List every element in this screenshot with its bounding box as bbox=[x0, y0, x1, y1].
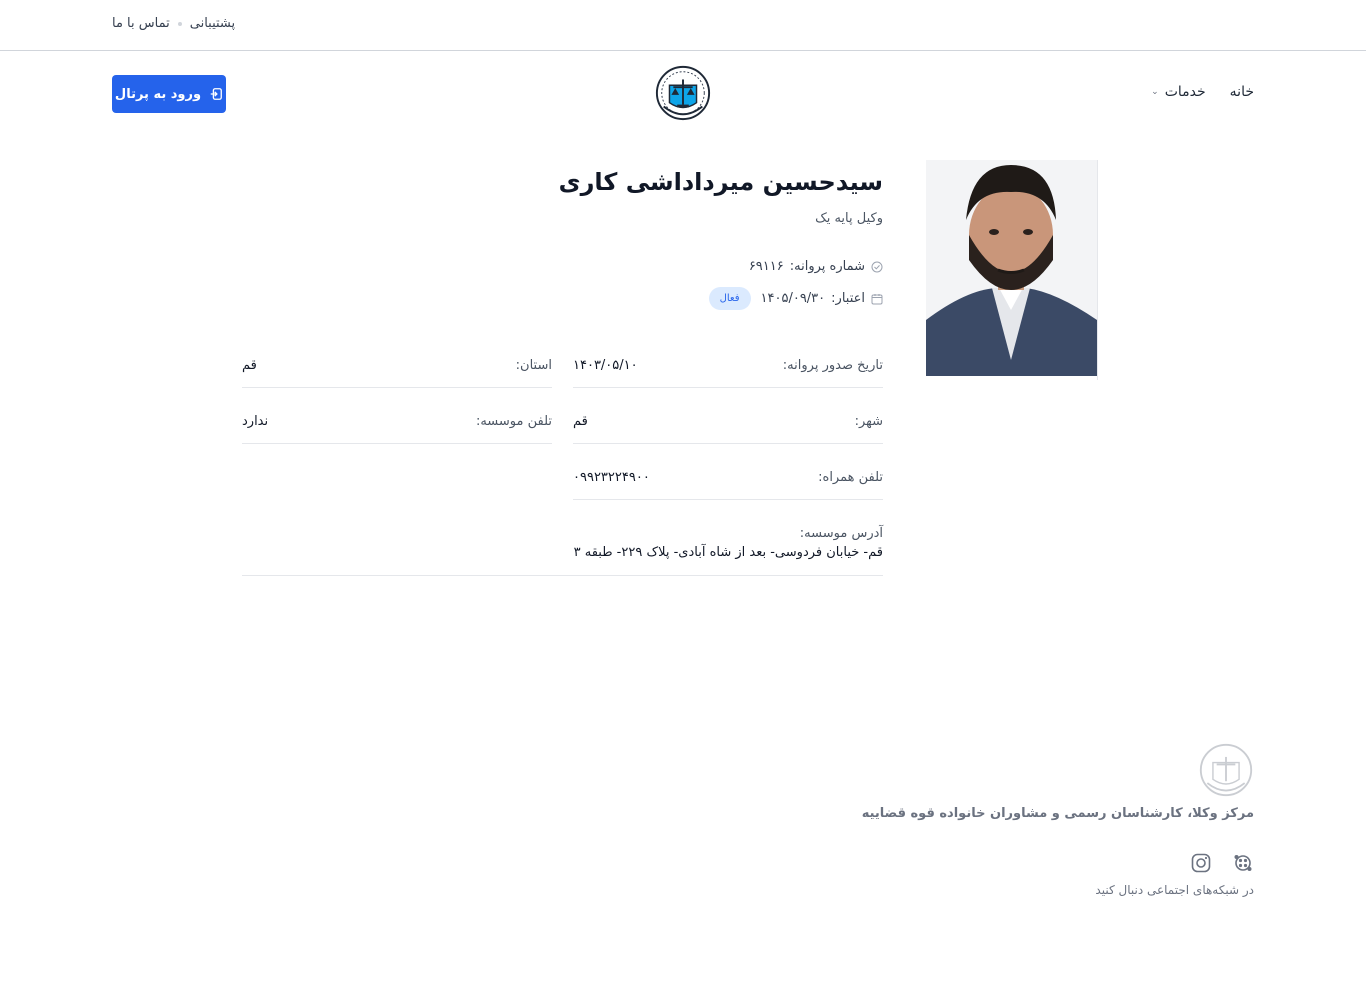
nav-item-home[interactable]: خانه bbox=[1229, 84, 1254, 100]
support-link[interactable]: پشتیبانی bbox=[189, 16, 236, 31]
contact-link[interactable]: تماس با ما bbox=[112, 16, 170, 31]
instagram-icon[interactable] bbox=[1190, 852, 1212, 874]
issue-date-label: تاریخ صدور پروانه: bbox=[782, 358, 883, 373]
lawyer-rank: وکیل پایه یک bbox=[815, 211, 883, 226]
address-field bbox=[242, 526, 883, 576]
main-nav bbox=[1151, 84, 1254, 100]
aparat-icon[interactable] bbox=[1232, 852, 1254, 874]
status-badge: فعال bbox=[709, 287, 751, 310]
footer-title: مرکز وکلا، کارشناسان رسمی و مشاوران خانواده قوه قضاییه bbox=[861, 806, 1254, 821]
city-label: شهر: bbox=[854, 414, 883, 429]
province-label: استان: bbox=[515, 358, 552, 373]
lawyer-name: سیدحسین میرداداشی کاری bbox=[558, 168, 883, 196]
validity-date: ۱۴۰۵/۰۹/۳۰ bbox=[760, 291, 826, 306]
calendar-icon bbox=[871, 293, 883, 305]
validity-row bbox=[709, 287, 883, 310]
judiciary-logo[interactable] bbox=[654, 64, 712, 122]
mobile-value[interactable]: ۰۹۹۲۳۲۲۴۹۰۰ bbox=[573, 470, 650, 485]
nav-item-services[interactable] bbox=[1151, 84, 1206, 100]
login-icon bbox=[209, 87, 223, 101]
top-bar bbox=[0, 0, 1366, 51]
portal-login-button[interactable] bbox=[112, 75, 226, 113]
nav-item-services-label: خدمات bbox=[1164, 84, 1206, 100]
issue-date-field bbox=[573, 348, 883, 388]
institute-phone-field bbox=[242, 404, 552, 444]
chevron-down-icon: ⌄ bbox=[1151, 87, 1159, 97]
address-value: قم- خیابان فردوسی- بعد از شاه آبادی- پلاک ۲۲۹- طبقه ۳ bbox=[573, 545, 883, 560]
city-field bbox=[573, 404, 883, 444]
link-separator bbox=[178, 22, 182, 26]
address-label: آدرس موسسه: bbox=[799, 526, 883, 541]
check-circle-icon bbox=[871, 261, 883, 273]
footer-logo bbox=[1198, 742, 1254, 798]
mobile-field bbox=[573, 460, 883, 500]
profile-photo bbox=[926, 160, 1097, 376]
institute-phone-value: ندارد bbox=[242, 414, 269, 429]
top-links bbox=[112, 16, 235, 31]
portal-login-label: ورود به پرتال bbox=[114, 86, 202, 102]
footer-follow-text: در شبکه‌های اجتماعی دنبال کنید bbox=[1095, 883, 1254, 897]
profile-photo-frame bbox=[926, 160, 1098, 380]
province-value: قم bbox=[242, 358, 257, 373]
social-links bbox=[1190, 852, 1254, 874]
city-value: قم bbox=[573, 414, 588, 429]
province-field bbox=[242, 348, 552, 388]
license-label: شماره پروانه: bbox=[789, 259, 865, 274]
license-number: ۶۹۱۱۶ bbox=[748, 259, 784, 274]
issue-date-value: ۱۴۰۳/۰۵/۱۰ bbox=[573, 358, 638, 373]
institute-phone-label: تلفن موسسه: bbox=[475, 414, 552, 429]
validity-label: اعتبار: bbox=[831, 291, 865, 306]
mobile-label: تلفن همراه: bbox=[818, 470, 883, 485]
license-row bbox=[749, 259, 883, 274]
